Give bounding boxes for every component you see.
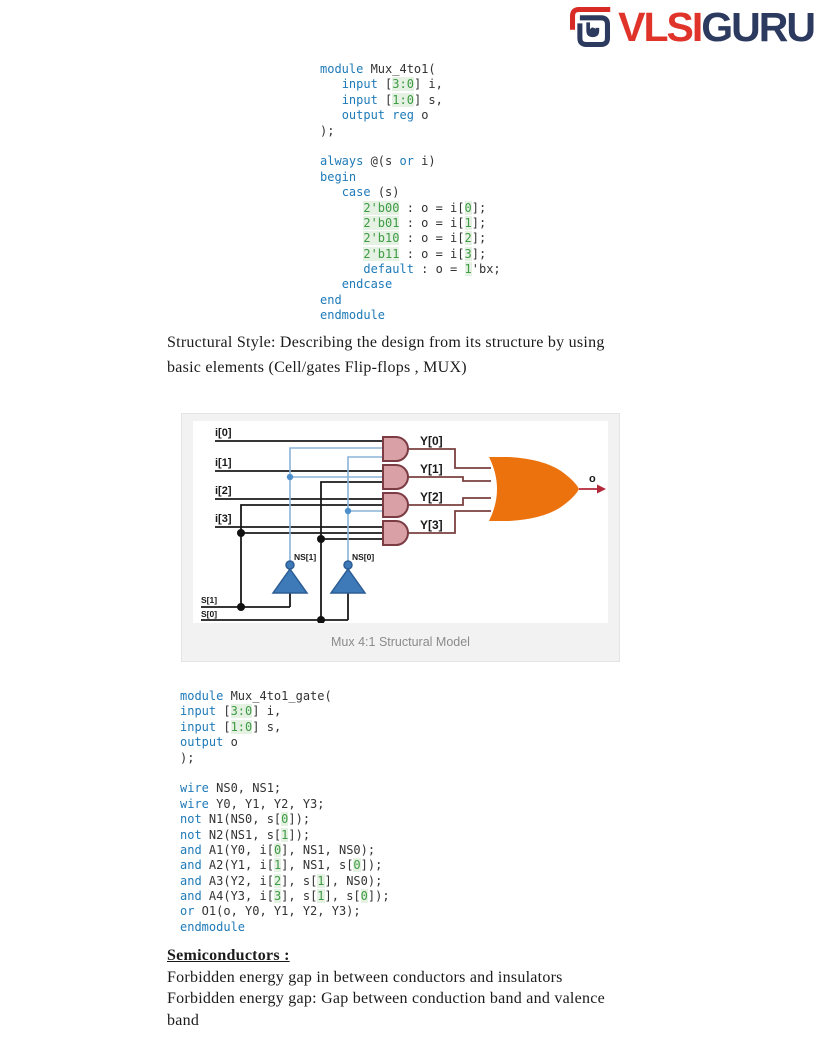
semiconductors-heading: Semiconductors : (167, 947, 290, 964)
code-line: module Mux_4to1_gate( (180, 689, 332, 703)
code-line: not N2(NS1, s[1]); (180, 827, 311, 842)
code-line: wire NS0, NS1; (180, 781, 282, 796)
code-block-behavioral (320, 62, 501, 324)
and-gate-y1 (383, 465, 408, 489)
code-line (320, 139, 501, 154)
structural-style-note (167, 330, 605, 380)
and-output-label-y0: Y[0] (420, 434, 443, 448)
code-line: output reg o (341, 108, 429, 123)
logo-word-guru: GURU (701, 4, 814, 50)
semiconductors-section (167, 945, 605, 1031)
and-gate-y3 (383, 521, 408, 545)
code-line: case (s) (341, 185, 400, 200)
semiconductors-line: Forbidden energy gap in between conductors and insulators (167, 968, 563, 986)
code-line: endmodule (320, 308, 386, 323)
input-label-i3: i[3] (215, 513, 232, 525)
code-line: or O1(o, Y0, Y1, Y2, Y3); (180, 904, 361, 919)
input-label-i2: i[2] (215, 485, 232, 497)
code-line: input [3:0] i, (180, 704, 282, 719)
code-line (180, 766, 390, 781)
logo-word-vlsi: VLSI (618, 4, 702, 50)
input-label-i1: i[1] (215, 457, 232, 469)
code-line: and A3(Y2, i[2], s[1], NS0); (180, 873, 383, 888)
or-gate (489, 457, 579, 521)
code-line: input [3:0] i, (341, 77, 443, 92)
code-line: always @(s or i) (320, 154, 436, 169)
code-line: 2'b01 : o = i[1]; (363, 215, 487, 230)
vlsiguru-logo-icon (567, 4, 613, 50)
not-gates (273, 561, 365, 593)
junction-dots (237, 529, 325, 623)
code-line: end (320, 292, 342, 307)
code-line: 2'b11 : o = i[3]; (363, 246, 487, 261)
structural-note-line: Structural Style: Describing the design from its structure by using (167, 334, 605, 351)
semiconductors-line: band (167, 1011, 200, 1029)
not-gate-ns1 (273, 569, 307, 593)
and-output-label-y1: Y[1] (420, 462, 443, 476)
code-line: ); (320, 123, 335, 138)
code-line: wire Y0, Y1, Y2, Y3; (180, 796, 325, 811)
and-output-label-y2: Y[2] (420, 490, 443, 504)
code-line: input [1:0] s, (341, 92, 443, 107)
and-gates (383, 437, 408, 545)
semiconductors-line: Forbidden energy gap: Gap between conduction band and valence (167, 990, 605, 1008)
not-gate-ns0 (331, 569, 365, 593)
mux-circuit-figure (193, 421, 608, 623)
and-output-label-y3: Y[3] (420, 518, 443, 532)
code-line: and A2(Y1, i[1], NS1, s[0]); (180, 858, 383, 873)
blue-junction-dots (287, 474, 351, 514)
code-line: 2'b00 : o = i[0]; (363, 200, 487, 215)
select-label-s0: S[0] (201, 609, 218, 619)
code-line: ); (180, 750, 195, 765)
input-label-i0: i[0] (215, 427, 232, 439)
code-line: and A4(Y3, i[3], s[1], s[0]); (180, 889, 390, 904)
mux-structural-diagram (181, 413, 620, 662)
code-block-gate-level (180, 689, 390, 935)
select-label-s1: S[1] (201, 595, 218, 605)
output-label-o: o (589, 473, 596, 485)
inverter-label-ns0: NS[0] (352, 552, 375, 562)
output-arrowhead (597, 485, 606, 494)
logo-wordmark (618, 4, 814, 50)
code-line: begin (320, 169, 357, 184)
vlsiguru-logo (567, 4, 814, 50)
figure-caption: Mux 4:1 Structural Model (331, 635, 470, 649)
code-line: module Mux_4to1( (320, 62, 436, 76)
code-line: input [1:0] s, (180, 719, 282, 734)
code-line: and A1(Y0, i[0], NS1, NS0); (180, 842, 376, 857)
structural-note-line: basic elements (Cell/gates Flip-flops , MUX) (167, 359, 467, 376)
code-line: default : o = 1'bx; (363, 262, 501, 277)
inverter-label-ns1: NS[1] (294, 552, 317, 562)
code-line: endcase (341, 277, 393, 292)
and-gate-y0 (383, 437, 408, 461)
and-gate-y2 (383, 493, 408, 517)
code-line: not N1(NS0, s[0]); (180, 812, 311, 827)
code-line: endmodule (180, 919, 246, 934)
code-line: 2'b10 : o = i[2]; (363, 231, 487, 246)
code-line: output o (180, 735, 238, 750)
